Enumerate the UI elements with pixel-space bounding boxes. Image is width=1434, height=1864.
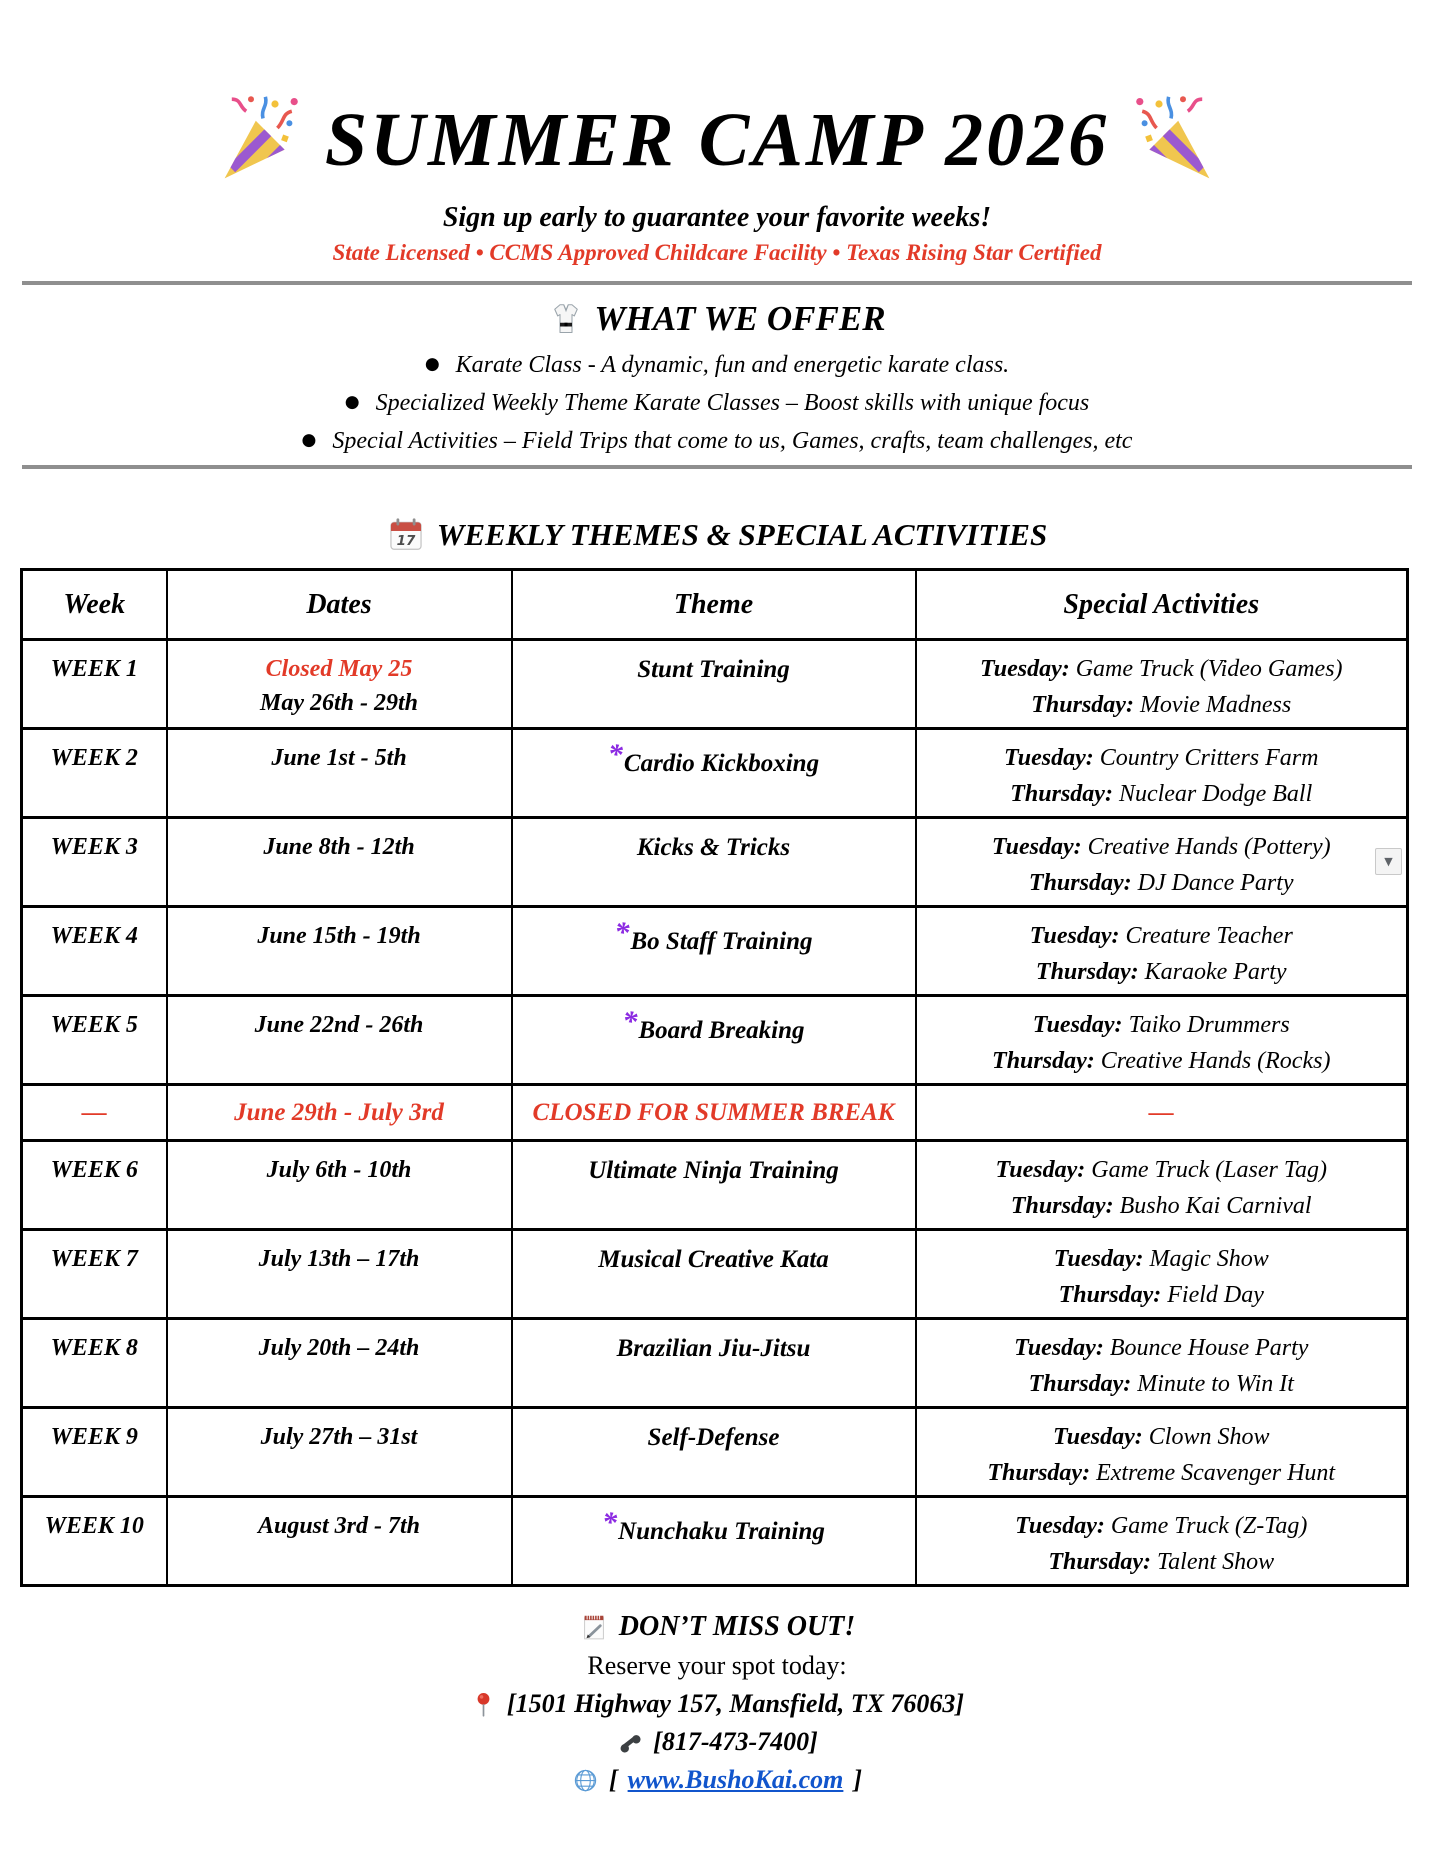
calendar-icon: [387, 515, 425, 555]
dates-cell: [167, 1085, 512, 1141]
dates-cell: [167, 1408, 512, 1497]
day-value: Minute to Win It: [1137, 1371, 1294, 1397]
day-value: Game Truck (Laser Tag): [1091, 1157, 1328, 1183]
tuesday-activity: [923, 834, 1401, 861]
day-value: Movie Madness: [1139, 692, 1292, 718]
week-row: [22, 1230, 1408, 1319]
bullet-icon: ●: [344, 392, 360, 412]
address-text: [1501 Highway 157, Mansfield, TX 76063]: [506, 1689, 965, 1718]
day-label: Tuesday:: [995, 1157, 1092, 1183]
activities-cell: [916, 1319, 1408, 1408]
subtitle: Sign up early to guarantee your favorite weeks!: [442, 202, 992, 233]
closed-note: Closed May 25: [265, 656, 413, 682]
day-label: Tuesday:: [1053, 1246, 1150, 1272]
bullet-icon: ●: [424, 354, 440, 374]
activities-cell: —: [916, 1085, 1408, 1141]
day-value: Extreme Scavenger Hunt: [1096, 1460, 1336, 1486]
thursday-activity: [923, 692, 1401, 719]
theme-text: Stunt Training: [637, 656, 790, 683]
divider-bottom: [22, 465, 1412, 469]
theme-cell: [512, 640, 916, 729]
tuesday-activity: [923, 1012, 1401, 1039]
thursday-activity: [923, 1282, 1401, 1309]
activities-cell: [916, 729, 1408, 818]
tuesday-activity: [923, 1513, 1401, 1540]
week-cell: WEEK 4: [22, 907, 167, 996]
website-close-bracket: ]: [853, 1765, 863, 1794]
tuesday-activity: [923, 923, 1401, 950]
day-value: Clown Show: [1148, 1424, 1270, 1450]
star-asterisk: *: [622, 1005, 638, 1038]
thursday-activity: [923, 959, 1401, 986]
day-label: Tuesday:: [1032, 1012, 1129, 1038]
party-popper-icon: [215, 92, 311, 188]
thursday-activity: [923, 870, 1401, 897]
theme-cell: [512, 1141, 916, 1230]
day-value: Nuclear Dodge Ball: [1118, 781, 1313, 807]
week-cell: WEEK 8: [22, 1319, 167, 1408]
activities-cell: [916, 818, 1408, 907]
website-open-bracket: [: [608, 1765, 618, 1794]
day-value: Creature Teacher: [1125, 923, 1293, 949]
dates-cell: [167, 1141, 512, 1230]
website-link[interactable]: www.BushoKai.com: [627, 1765, 844, 1794]
party-popper-icon: [1123, 92, 1219, 188]
day-value: Talent Show: [1157, 1549, 1275, 1575]
day-value: Bounce House Party: [1109, 1335, 1309, 1361]
day-value: Busho Kai Carnival: [1119, 1193, 1312, 1219]
day-label: Thursday:: [1031, 692, 1140, 718]
theme-cell: [512, 907, 916, 996]
dates-text: July 20th – 24th: [258, 1335, 420, 1361]
thursday-activity: [923, 781, 1401, 808]
website-line: [0, 1765, 1434, 1795]
week-row: [22, 640, 1408, 729]
martial-arts-uniform-icon: [548, 299, 584, 339]
day-value: Game Truck (Video Games): [1075, 656, 1343, 682]
address-line: [0, 1689, 1434, 1719]
offer-list: [0, 353, 1434, 453]
theme-text: Musical Creative Kata: [598, 1246, 829, 1273]
tuesday-activity: [923, 656, 1401, 683]
title-row: [0, 0, 1434, 188]
theme-cell: [512, 1408, 916, 1497]
day-label: Tuesday:: [1015, 1513, 1111, 1539]
offer-item-text: Specialized Weekly Theme Karate Classes – Boost skills with unique focus: [375, 390, 1090, 416]
footer-heading: [0, 1611, 1434, 1643]
page-title: SUMMER CAMP 2026: [324, 98, 1110, 182]
dates-cell: [167, 729, 512, 818]
thursday-activity: [923, 1193, 1401, 1220]
week-cell: WEEK 2: [22, 729, 167, 818]
activities-cell: [916, 907, 1408, 996]
day-label: Tuesday:: [991, 834, 1088, 860]
star-asterisk: *: [602, 1506, 618, 1539]
week-row: [22, 907, 1408, 996]
dates-cell: [167, 996, 512, 1085]
tuesday-activity: [923, 1157, 1401, 1184]
theme-cell: [512, 1319, 916, 1408]
offer-item: [0, 353, 1434, 377]
day-label: Tuesday:: [979, 656, 1076, 682]
dates-text: August 3rd - 7th: [257, 1513, 421, 1539]
week-row: [22, 1141, 1408, 1230]
activities-cell: [916, 1408, 1408, 1497]
week-cell: WEEK 10: [22, 1497, 167, 1586]
week-cell: WEEK 3: [22, 818, 167, 907]
dates-text: May 26th - 29th: [259, 690, 418, 716]
offer-item-text: Karate Class - A dynamic, fun and energetic karate class.: [455, 352, 1010, 378]
divider-top: [22, 281, 1412, 285]
day-value: Karaoke Party: [1144, 959, 1287, 985]
week-cell: —: [22, 1085, 167, 1141]
thursday-activity: [923, 1460, 1401, 1487]
star-asterisk: *: [614, 916, 630, 949]
dates-cell: [167, 1319, 512, 1408]
thursday-activity: [923, 1048, 1401, 1075]
dates-text: June 8th - 12th: [263, 834, 415, 860]
schedule-table: [20, 568, 1409, 1587]
day-label: Thursday:: [1010, 1193, 1120, 1219]
week-cell: WEEK 1: [22, 640, 167, 729]
schedule-heading-text: WEEKLY THEMES & SPECIAL ACTIVITIES: [436, 517, 1048, 552]
offer-item-text: Special Activities – Field Trips that come to us, Games, crafts, team challenges, etc: [332, 428, 1133, 454]
day-label: Thursday:: [1035, 959, 1145, 985]
offer-heading-text: WHAT WE OFFER: [594, 299, 886, 338]
tuesday-activity: [923, 745, 1401, 772]
table-header-row: [22, 570, 1408, 640]
week-row: [22, 996, 1408, 1085]
day-label: Tuesday:: [1004, 745, 1100, 771]
dates-text: July 27th – 31st: [260, 1424, 418, 1450]
day-label: Thursday:: [987, 1460, 1097, 1486]
week-row: [22, 1408, 1408, 1497]
theme-text: Ultimate Ninja Training: [588, 1157, 839, 1184]
theme-cell: [512, 1497, 916, 1586]
calendar-day-number: 17: [396, 533, 416, 549]
dates-cell: [167, 1230, 512, 1319]
day-label: Thursday:: [1028, 1371, 1138, 1397]
phone-text: [817-473-7400]: [653, 1727, 818, 1756]
theme-text: Nunchaku Training: [618, 1518, 825, 1545]
certification-line: State Licensed • CCMS Approved Childcare Facility • Texas Rising Star Certified: [332, 240, 1102, 265]
day-label: Tuesday:: [1014, 1335, 1110, 1361]
day-value: Creative Hands (Rocks): [1100, 1048, 1331, 1074]
offer-item: [0, 391, 1434, 415]
day-label: Thursday:: [1010, 781, 1119, 807]
dates-text: June 29th - July 3rd: [234, 1098, 444, 1126]
week-row: [22, 1319, 1408, 1408]
schedule-heading: [0, 515, 1434, 555]
theme-text: Bo Staff Training: [630, 928, 813, 955]
schedule-table-body: [22, 640, 1408, 1586]
offer-item: [0, 429, 1434, 453]
week-cell: WEEK 7: [22, 1230, 167, 1319]
day-value: Game Truck (Z-Tag): [1110, 1513, 1308, 1539]
phone-line: [0, 1727, 1434, 1757]
theme-text: Brazilian Jiu-Jitsu: [616, 1335, 811, 1362]
closed-week-row: [22, 1085, 1408, 1141]
dates-text: June 1st - 5th: [271, 745, 407, 771]
footer-tagline: Reserve your spot today:: [587, 1651, 847, 1680]
tuesday-activity: [923, 1424, 1401, 1451]
week-row: [22, 818, 1408, 907]
theme-text: Cardio Kickboxing: [623, 750, 820, 777]
footer-heading-text: DON’T MISS OUT!: [618, 1611, 856, 1642]
week-cell: WEEK 9: [22, 1408, 167, 1497]
tuesday-activity: [923, 1335, 1401, 1362]
chevron-down-icon: ▼: [1384, 855, 1393, 868]
theme-cell: [512, 1230, 916, 1319]
theme-cell: [512, 1085, 916, 1141]
column-header-dates: Dates: [167, 570, 512, 640]
globe-icon: [572, 1767, 599, 1794]
column-header-activities: Special Activities: [916, 570, 1408, 640]
day-label: Thursday:: [1048, 1549, 1158, 1575]
memo-icon: [579, 1612, 609, 1642]
week-cell: WEEK 5: [22, 996, 167, 1085]
theme-cell: [512, 729, 916, 818]
theme-text: Board Breaking: [638, 1017, 805, 1044]
day-label: Tuesday:: [1029, 923, 1126, 949]
activities-cell: [916, 1141, 1408, 1230]
column-header-theme: Theme: [512, 570, 916, 640]
dates-cell: [167, 907, 512, 996]
activities-cell: [916, 640, 1408, 729]
day-label: Thursday:: [1058, 1282, 1168, 1308]
activities-cell: [916, 996, 1408, 1085]
star-asterisk: *: [607, 738, 623, 771]
day-value: Taiko Drummers: [1128, 1012, 1290, 1038]
day-value: DJ Dance Party: [1137, 870, 1294, 896]
week-row: [22, 1497, 1408, 1586]
theme-cell: [512, 818, 916, 907]
dropdown-arrow-button[interactable]: [1375, 848, 1402, 875]
dates-cell: [167, 1497, 512, 1586]
column-header-week: Week: [22, 570, 167, 640]
theme-text: CLOSED FOR SUMMER BREAK: [532, 1098, 895, 1126]
thursday-activity: [923, 1549, 1401, 1576]
theme-cell: [512, 996, 916, 1085]
bullet-icon: ●: [301, 430, 317, 450]
dates-text: July 13th – 17th: [258, 1246, 420, 1272]
footer: [0, 1611, 1434, 1795]
activities-cell: [916, 1497, 1408, 1586]
week-cell: WEEK 6: [22, 1141, 167, 1230]
day-value: Magic Show: [1149, 1246, 1269, 1272]
week-row: [22, 729, 1408, 818]
round-pushpin-icon: [470, 1691, 497, 1718]
theme-text: Self-Defense: [647, 1424, 780, 1451]
dates-text: July 6th - 10th: [266, 1157, 412, 1183]
dates-text: June 22nd - 26th: [254, 1012, 424, 1038]
day-label: Tuesday:: [1053, 1424, 1149, 1450]
offer-heading: [0, 299, 1434, 339]
day-value: Creative Hands (Pottery): [1087, 834, 1331, 860]
theme-text: Kicks & Tricks: [636, 834, 791, 861]
dates-cell: [167, 640, 512, 729]
day-value: Country Critters Farm: [1099, 745, 1319, 771]
telephone-receiver-icon: [616, 1729, 643, 1756]
day-label: Thursday:: [1028, 870, 1138, 896]
day-label: Thursday:: [992, 1048, 1101, 1074]
thursday-activity: [923, 1371, 1401, 1398]
day-value: Field Day: [1167, 1282, 1264, 1308]
activities-cell: [916, 1230, 1408, 1319]
dates-text: June 15th - 19th: [257, 923, 421, 949]
dates-cell: [167, 818, 512, 907]
tuesday-activity: [923, 1246, 1401, 1273]
